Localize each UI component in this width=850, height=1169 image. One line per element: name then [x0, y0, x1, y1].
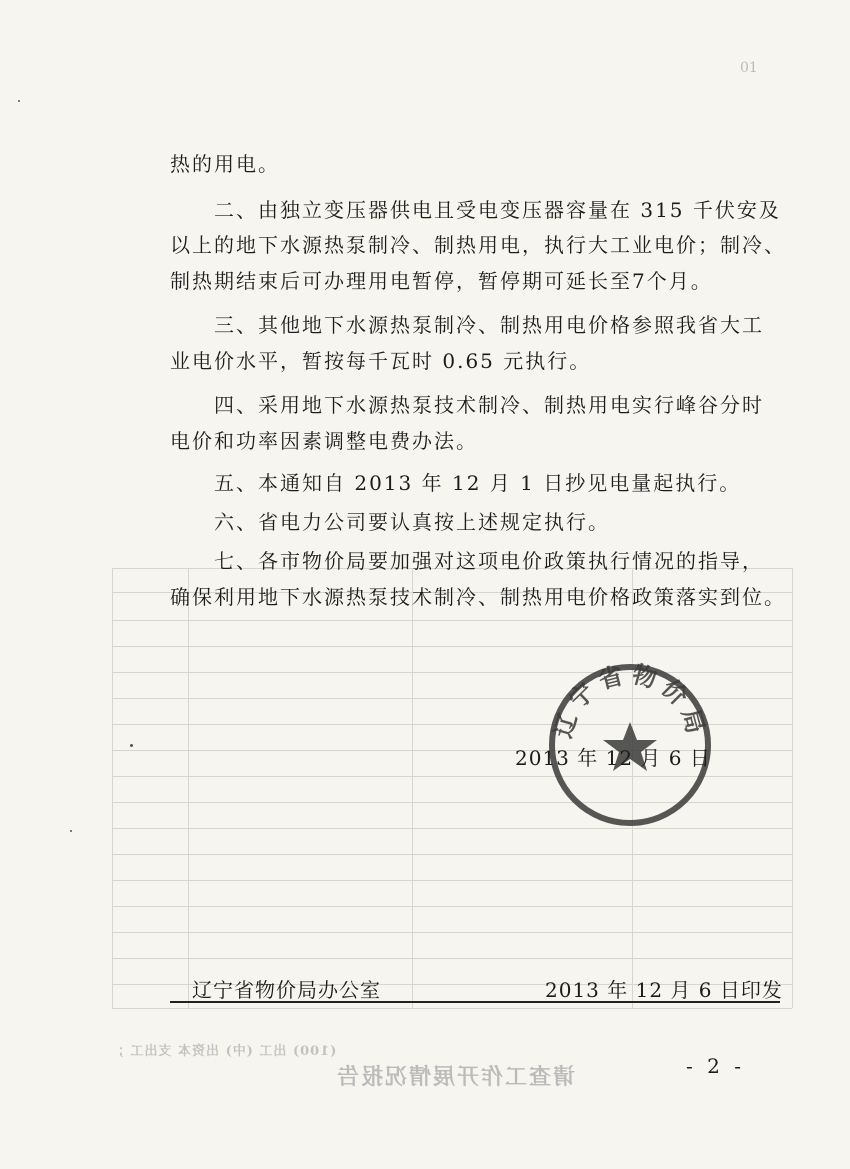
- body-line: 以上的地下水源热泵制冷、制热用电，执行大工业电价；制冷、: [170, 233, 786, 257]
- body-line: 五、本通知自 2013 年 12 月 1 日抄见电量起执行。: [214, 471, 742, 495]
- signature-date: 2013 年 12 月 6 日: [515, 746, 711, 770]
- footer-divider: [170, 1001, 780, 1003]
- seal-text: 辽宁省物价局: [548, 660, 713, 743]
- scan-speck: [70, 830, 72, 832]
- footer-issuer: 辽宁省物价局办公室: [192, 978, 381, 1002]
- body-line: 制热期结束后可办理用电暂停，暂停期可延长至7个月。: [170, 269, 713, 293]
- body-line: 六、省电力公司要认真按上述规定执行。: [214, 510, 610, 534]
- body-line: 电价和功率因素调整电费办法。: [170, 429, 478, 453]
- bleed-mark: 01: [740, 60, 758, 76]
- body-line: 确保利用地下水源热泵技术制冷、制热用电价格政策落实到位。: [170, 585, 786, 609]
- body-line: 热的用电。: [170, 152, 280, 176]
- body-line: 二、由独立变压器供电且受电变压器容量在 315 千伏安及: [214, 198, 781, 222]
- scan-speck: [18, 100, 20, 102]
- body-line: 三、其他地下水源热泵制冷、制热用电价格参照我省大工: [214, 313, 764, 337]
- page-number: - 2 -: [686, 1054, 745, 1078]
- body-line: 业电价水平，暂按每千瓦时 0.65 元执行。: [170, 349, 592, 373]
- footer-print-date: 2013 年 12 月 6 日印发: [545, 978, 783, 1002]
- bleed-mark: 请查工作开展情况报告: [335, 1064, 576, 1090]
- body-line: 四、采用地下水源热泵技术制冷、制热用电实行峰谷分时: [214, 393, 764, 417]
- body-line: 七、各市物价局要加强对这项电价政策执行情况的指导，: [214, 549, 764, 573]
- scan-speck: [130, 744, 133, 747]
- bleed-mark: (100) 出工 (中) 出资本 支出工 ；: [110, 1044, 337, 1059]
